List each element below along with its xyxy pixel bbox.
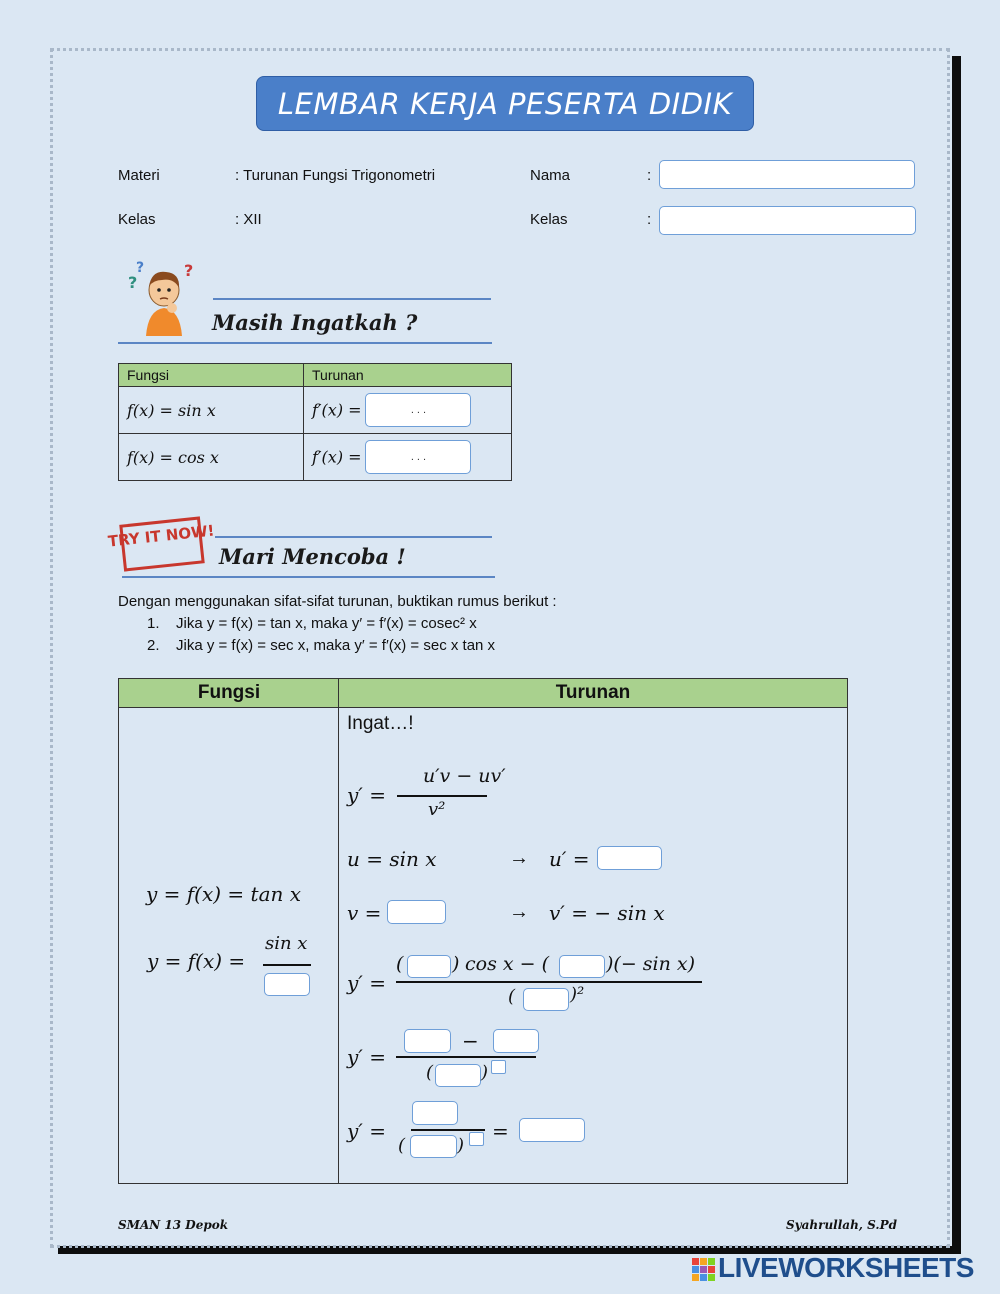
nama-colon: : [647, 167, 652, 184]
paren-close: ) [481, 1062, 489, 1083]
kelas-student-label: Kelas [530, 211, 568, 228]
quotient-denominator: v² [428, 799, 446, 820]
section2-line-bottom [122, 576, 495, 578]
step1-lhs: y′ = [347, 971, 386, 995]
step2-exponent-input[interactable] [491, 1060, 506, 1074]
fraction-bar [397, 795, 487, 797]
fungsi-denominator-input[interactable] [264, 973, 310, 996]
recall-fungsi-cos: f(x) = cos x [119, 434, 304, 481]
nama-input[interactable] [659, 160, 915, 189]
materi-label: Materi [118, 167, 160, 184]
recall-answer-sin[interactable]: . . . [365, 393, 471, 427]
recall-turunan-prefix: f′(x) = [312, 447, 362, 467]
quotient-numerator: u′v − uv′ [423, 765, 506, 787]
paren-close-squared: )² [570, 984, 585, 1005]
step2-input-b[interactable] [493, 1029, 539, 1053]
nama-label: Nama [530, 167, 571, 184]
paren-open: ( [396, 953, 404, 975]
step2-lhs: y′ = [347, 1045, 386, 1069]
paren-close: ) [457, 1135, 465, 1156]
fungsi-sin-over: y = f(x) = [147, 949, 246, 973]
arrow-icon: → [509, 847, 529, 869]
table-row [119, 387, 512, 434]
recall-fungsi-sin: f(x) = sin x [119, 387, 304, 434]
svg-text:?: ? [184, 261, 194, 280]
table-row [119, 434, 512, 481]
fungsi-numerator: sin x [265, 933, 308, 954]
recall-answer-cos[interactable]: . . . [365, 440, 471, 474]
paren-close: ) [452, 953, 460, 975]
column-divider [338, 679, 339, 1183]
u-prime-input[interactable] [597, 846, 662, 870]
paren-open: ( [398, 1135, 406, 1156]
step3-equals: = [492, 1119, 509, 1143]
section1-line-top [213, 298, 491, 300]
ingat-text: Ingat…! [347, 713, 414, 734]
svg-text:?: ? [136, 260, 145, 276]
work-header-fungsi: Fungsi [119, 679, 339, 708]
page-shadow-right [952, 56, 961, 1254]
footer-author: Syahrullah, S.Pd [786, 1218, 897, 1232]
step2-denominator-input[interactable] [435, 1064, 481, 1087]
paren-open: ( [426, 1062, 434, 1083]
footer-school: SMAN 13 Depok [118, 1218, 229, 1232]
instruction-text: Dengan menggunakan sifat-sifat turunan, buktikan rumus berikut : [118, 593, 557, 610]
u-prime-label: u′ = [549, 847, 590, 871]
liveworksheets-brand: LIVEWORKSHEETS [718, 1252, 974, 1283]
section1-line-bottom [118, 342, 492, 344]
recall-table [118, 363, 512, 481]
u-definition: u = sin x [347, 847, 437, 871]
kelas-student-colon: : [647, 211, 652, 228]
paren-open: ( [508, 986, 516, 1007]
step1-denominator-input[interactable] [523, 988, 569, 1011]
badge-text: TRY IT NOW! [107, 521, 216, 551]
step1-input-a[interactable] [407, 955, 451, 978]
quotient-lhs: y′ = [347, 783, 386, 807]
step3-numerator-input[interactable] [412, 1101, 458, 1125]
recall-turunan-prefix: f′(x) = [312, 400, 362, 420]
step1-input-b[interactable] [559, 955, 605, 978]
fraction-bar [263, 964, 311, 966]
list-item-number: 1. [147, 615, 160, 632]
section2-heading: Mari Mencoba ! [219, 544, 406, 569]
kelas-value: : XII [235, 211, 262, 228]
arrow-icon: → [509, 901, 529, 923]
thinking-boy-icon [122, 258, 202, 338]
step3-result-input[interactable] [519, 1118, 585, 1142]
work-table [118, 678, 848, 1184]
v-definition: v = [347, 901, 382, 925]
fraction-bar [411, 1129, 485, 1131]
step1-num-end: )(− sin x) [606, 953, 696, 975]
try-it-now-badge [107, 516, 216, 572]
list-item-number: 2. [147, 637, 160, 654]
step3-lhs: y′ = [347, 1119, 386, 1143]
step2-minus: − [462, 1029, 479, 1053]
step2-input-a[interactable] [404, 1029, 451, 1053]
list-item: Jika y = f(x) = tan x, maka y′ = f′(x) = cosec² x [176, 615, 477, 632]
page-title: LEMBAR KERJA PESERTA DIDIK [256, 76, 754, 131]
fungsi-tan: y = f(x) = tan x [146, 882, 302, 906]
work-header-turunan: Turunan [339, 679, 847, 708]
recall-header-fungsi: Fungsi [119, 364, 304, 387]
section2-line-top [215, 536, 492, 538]
step1-num-mid: cos x − ( [465, 953, 549, 975]
kelas-label: Kelas [118, 211, 156, 228]
fraction-bar [396, 1056, 536, 1058]
materi-value: : Turunan Fungsi Trigonometri [235, 167, 436, 184]
list-item: Jika y = f(x) = sec x, maka y′ = f′(x) = sec x tan x [176, 637, 496, 654]
step3-denominator-input[interactable] [410, 1135, 457, 1158]
step3-exponent-input[interactable] [469, 1132, 484, 1146]
v-input[interactable] [387, 900, 446, 924]
svg-text:?: ? [128, 273, 138, 292]
v-prime-value: v′ = − sin x [549, 901, 665, 925]
liveworksheets-logo-icon [692, 1258, 716, 1282]
kelas-input[interactable] [659, 206, 916, 235]
fraction-bar [396, 981, 702, 983]
section1-heading: Masih Ingatkah ? [212, 310, 418, 335]
recall-header-turunan: Turunan [304, 364, 512, 387]
